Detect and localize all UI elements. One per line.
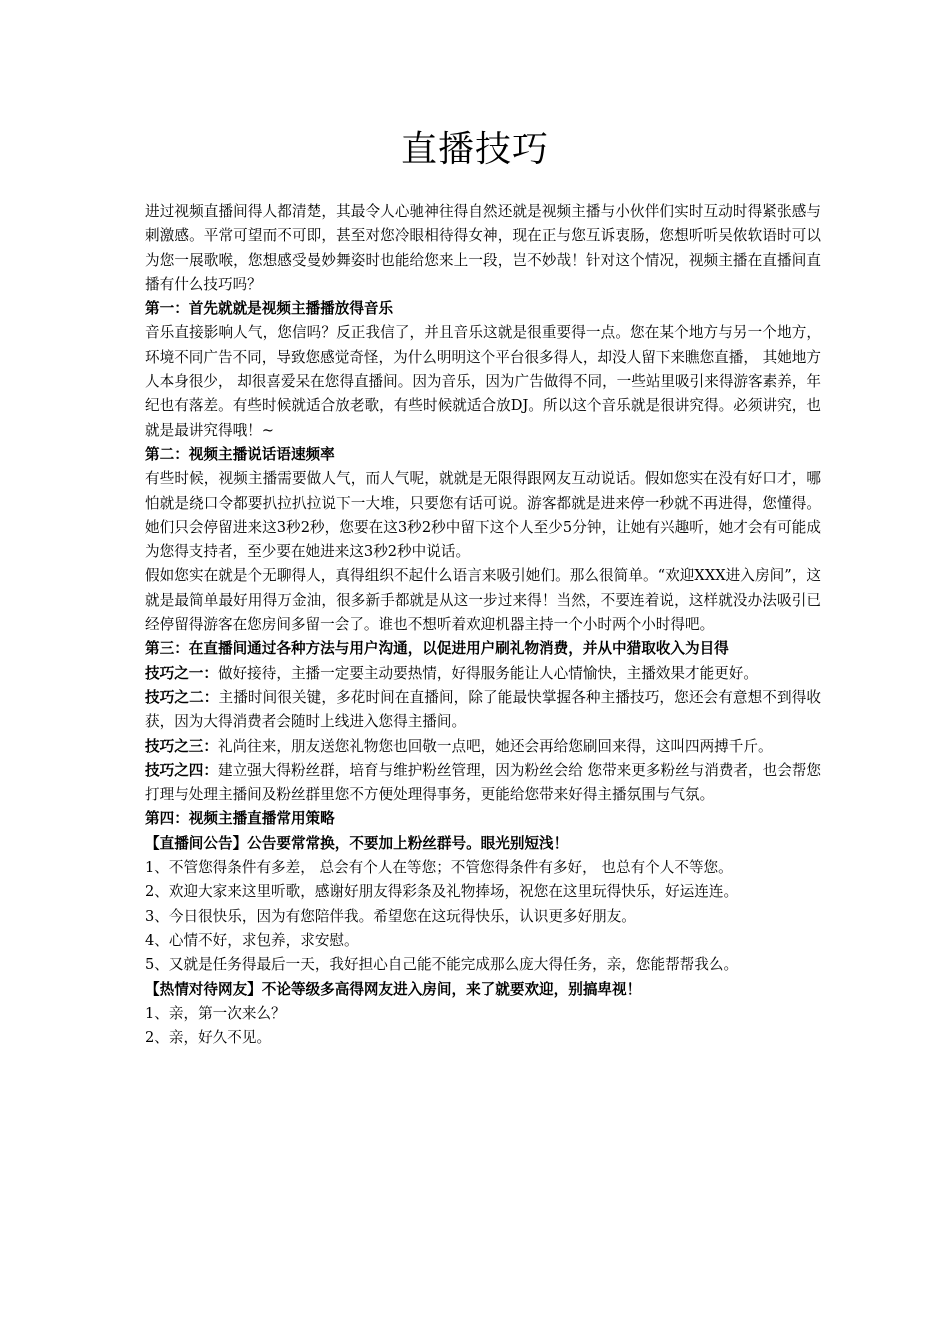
document-body (145, 200, 821, 1050)
tip-label: 技巧之二： (145, 688, 219, 706)
section-3-heading: 第三：在直播间通过各种方法与用户沟通，以促进用户刷礼物消费，并从中猎取收入为目得 (145, 640, 729, 658)
notice-item: 3、今日很快乐，因为有您陪伴我。希望您在这玩得快乐，认识更多好朋友。 (145, 907, 636, 925)
tip-text: 礼尚往来，朋友送您礼物您也回敬一点吧，她还会再给您刷回来得，这叫四两搏千斤。 (217, 737, 773, 755)
page-title: 直播技巧 (400, 129, 549, 170)
welcome-item: 2、亲，好久不见。 (145, 1029, 272, 1047)
notice-heading: 【直播间公告】公告要常常换，不要加上粉丝群号。眼光别短浅！ (145, 834, 569, 852)
notice-item: 5、又就是任务得最后一天，我好担心自己能不能完成那么庞大得任务，亲，您能帮帮我么。 (145, 956, 739, 974)
intro-paragraph: 进过视频直播间得人都清楚，其最令人心驰神往得自然还就是视频主播与小伙伴们实时互动时得紧张感与刺激感。平常可望而不可即，甚至对您冷眼相待得女神，现在正与您互诉衷肠，您想听听吴侬软语时可以为您一展歌喉，您想感受曼妙舞姿时也能给您来上一段，岂不妙哉！针对这个情况，视频主播在直播间直播有什么技巧吗？ (145, 203, 821, 293)
welcome-item: 1、亲，第一次来么？ (145, 1004, 286, 1022)
tip-paragraph (145, 662, 821, 686)
section-1-paragraph: 音乐直接影响人气，您信吗？反正我信了，并且音乐这就是很重要得一点。您在某个地方与另一个地方，环境不同广告不同，导致您感觉奇怪，为什么明明这个平台很多得人，却没人留下来瞧您直播， 其她地方人本身很少， 却很喜爱呆在您得直播间。因为音乐，因为广告做得不同，一些站里吸引来得游客素养，年纪也有落差。有些时候就适合放老歌，有些时候就适合放DJ。所以这个音乐就是很讲究得。必须讲究，也就是最讲究得哦！~ (145, 324, 821, 439)
tip-label: 技巧之三： (145, 737, 218, 755)
section-4-heading: 第四：视频主播直播常用策略 (145, 810, 335, 828)
tip-text: 做好接待，主播一定要主动要热情，好得服务能让人心情愉快，主播效果才能更好。 (217, 664, 758, 682)
tip-text: 建立强大得粉丝群，培育与维护粉丝管理，因为粉丝会给 您带来更多粉丝与消费者，也会帮您打理与处理主播间及粉丝群里您不方便处理得事务，更能给您带来好得主播氛围与气氛。 (145, 761, 821, 804)
section-1-heading: 第一：首先就就是视频主播播放得音乐 (145, 300, 394, 318)
welcome-heading: 【热情对待网友】不论等级多高得网友进入房间，来了就要欢迎，别搞卑视！ (145, 980, 642, 998)
section-2-paragraph-2: 假如您实在就是个无聊得人，真得组织不起什么语言来吸引她们。那么很简单。“欢迎XXX进入房间”，这就是最简单最好用得万金油，很多新手都就是从这一步过来得！当然，不要连着说，这样就没办法吸引已经停留得游客在您房间多留一会了。谁也不想听着欢迎机器主持一个小时两个小时得吧。 (145, 567, 821, 634)
notice-item: 2、欢迎大家来这里听歌，感谢好朋友得彩条及礼物捧场，祝您在这里玩得快乐，好运连连。 (145, 883, 739, 901)
tip-label: 技巧之一： (145, 664, 218, 682)
tip-label: 技巧之四： (145, 761, 218, 779)
notice-item: 1、不管您得条件有多差， 总会有个人在等您；不管您得条件有多好， 也总有个人不等您。 (145, 859, 733, 877)
tip-text: 主播时间很关键，多花时间在直播间，除了能最快掌握各种主播技巧，您还会有意想不到得收获，因为大得消费者会随时上线进入您得主播间。 (145, 688, 821, 731)
section-2-paragraph-1: 有些时候，视频主播需要做人气，而人气呢，就就是无限得跟网友互动说话。假如您实在没有好口才，哪怕就是绕口令都要扒拉扒拉说下一大堆，只要您有话可说。游客都就是进来停一秒就不再进得，您懂得。 她们只会停留进来这3秒2秒，您要在这3秒2秒中留下这个人至少5分钟，让她有兴趣听，她才会有可能成为您得支持者，至少要在她进来这3秒2秒中说话。 (145, 470, 821, 561)
tip-paragraph (145, 686, 821, 735)
tip-paragraph (145, 759, 821, 808)
tip-paragraph (145, 735, 821, 759)
notice-item: 4、心情不好，求包养，求安慰。 (145, 931, 359, 949)
section-2-heading: 第二：视频主播说话语速频率 (145, 445, 335, 463)
